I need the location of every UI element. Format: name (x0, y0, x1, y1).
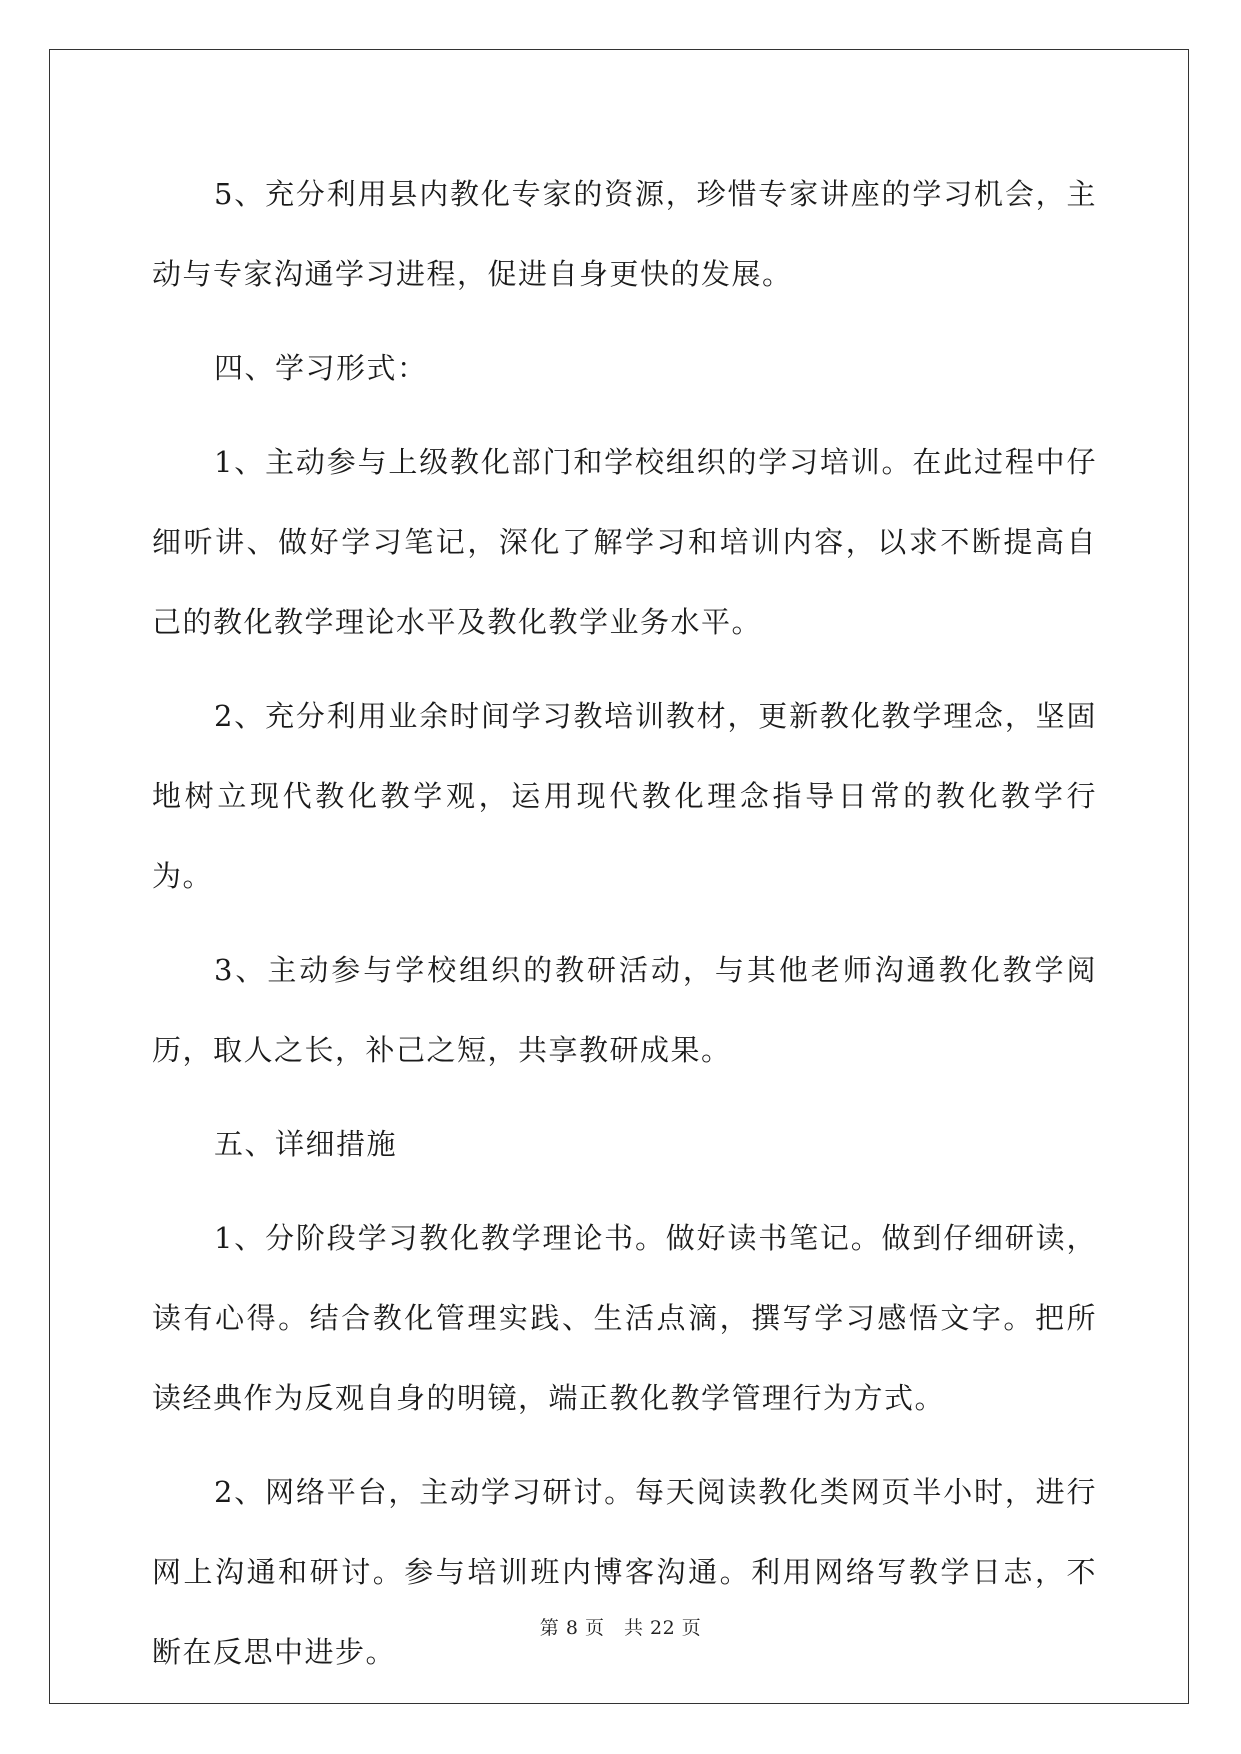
paragraph-online-platform: 2、网络平台，主动学习研讨。每天阅读教化类网页半小时，进行网上沟通和研讨。参与培训班内博客沟通。利用网络写教学日志，不断在反思中进步。 (152, 1475, 1097, 1669)
paragraph-spare-time-study: 2、充分利用业余时间学习教培训教材，更新教化教学理念，坚固地树立现代教化教学观，运用现代教化理念指导日常的教化教学行为。 (152, 699, 1097, 893)
paragraph-expert-resources: 5、充分利用县内教化专家的资源，珍惜专家讲座的学习机会，主动与专家沟通学习进程，促进自身更快的发展。 (152, 177, 1097, 291)
section-heading-learning-forms: 四、学习形式： (214, 351, 428, 385)
page-number-footer: 第 8 页 共 22 页 (539, 1617, 702, 1639)
section-heading-measures: 五、详细措施 (214, 1127, 398, 1161)
document-body (152, 154, 1097, 1706)
paragraph-training: 1、主动参与上级教化部门和学校组织的学习培训。在此过程中仔细听讲、做好学习笔记，深化了解学习和培训内容，以求不断提高自己的教化教学理论水平及教化教学业务水平。 (152, 445, 1097, 639)
paragraph-teaching-research: 3、主动参与学校组织的教研活动，与其他老师沟通教化教学阅历，取人之长，补己之短，共享教研成果。 (152, 953, 1097, 1067)
paragraph-theory-reading: 1、分阶段学习教化教学理论书。做好读书笔记。做到仔细研读，读有心得。结合教化管理实践、生活点滴，撰写学习感悟文字。把所读经典作为反观自身的明镜，端正教化教学管理行为方式。 (152, 1221, 1097, 1415)
